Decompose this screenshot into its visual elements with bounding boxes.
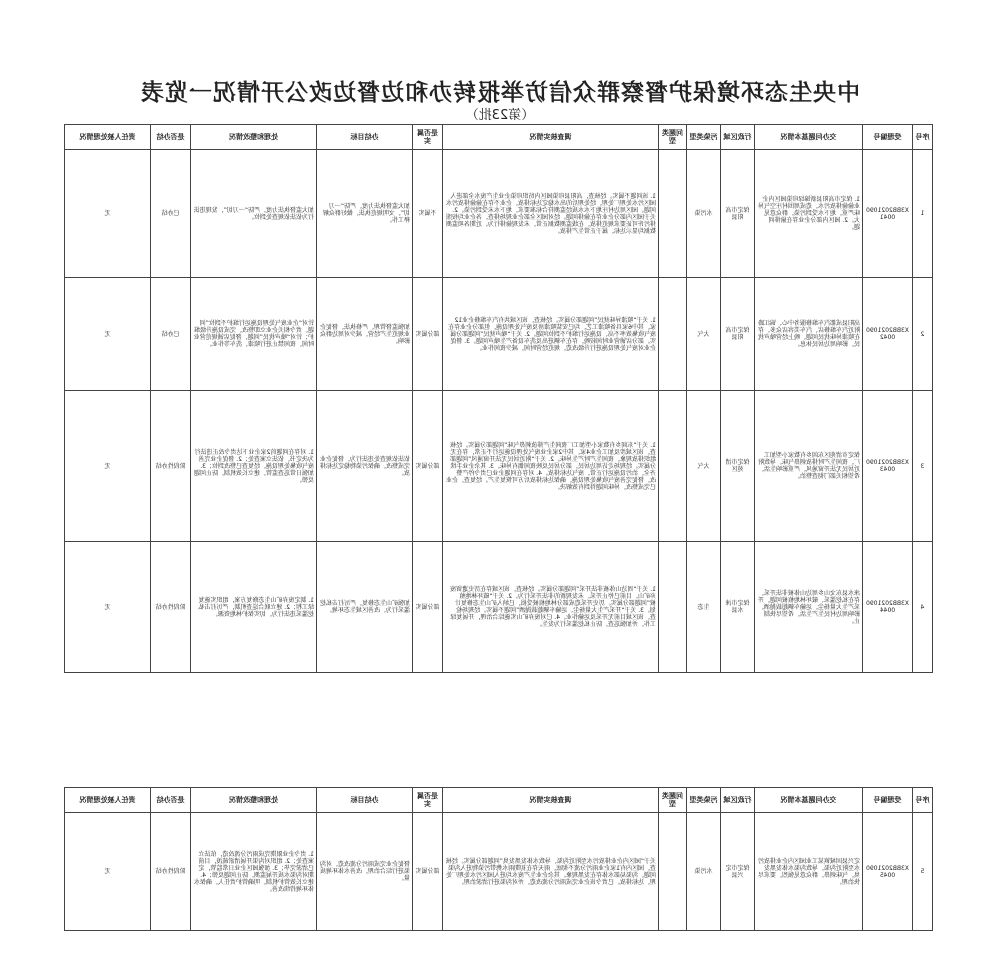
table-row <box>65 391 933 542</box>
cell-target: 加大监督执法力度，严防“一刀切”，文明规范执法，做好群众解释工作。 <box>317 150 413 278</box>
cell-verify: 1. 关于“周边山体被非法开采”问题部分属实。经核查，该区域存在历史遗留废弃矿山，目前已停止开采，未发现新的非法开采行为。2. 关于“破坏林地植被”问题部分属实。历史开采造成部分林地植被受损，已纳入矿山生态修复计划。3. 关于“开采产生大量扬尘、运输车辆超载抛洒”问题不属实。经现场检查，该区域目前无开采及运输作业。4. 已对废弃矿山实施综合治理，开展复绿工作，并加强巡查，防止私挖滥采行为发生。 <box>443 542 659 673</box>
main-table <box>64 124 933 673</box>
cell-code: X3BB20210900041 <box>863 150 913 278</box>
cell-done: 阶段性办结 <box>151 813 191 931</box>
table-header-row <box>65 125 933 150</box>
cell-real: 不属实 <box>413 150 443 278</box>
table-row <box>65 278 933 391</box>
cell-handle: 1. 制定废弃矿山生态修复方案，组织实施复绿工程；2. 建立联合巡查机制，严厉打击私挖滥采违法行为，切实保护林地资源。 <box>191 542 317 673</box>
cell-handle: 针对“企业废气处理设施运行维护不到位”问题，责令相关企业立即整改，完成设施升级维护；针对“噪声扰民”问题，督促店铺规范营业时间，夜间禁止进行喷漆、洗车等作业。 <box>191 278 317 391</box>
cell-region: 保定市定兴县 <box>721 813 755 931</box>
header-real: 是否属实 <box>413 125 443 150</box>
header-real: 是否属实 <box>413 788 443 813</box>
cell-resp: 无 <box>65 391 151 542</box>
cell-done: 已办结 <box>151 150 191 278</box>
cell-verify: 关于“园区内企业排放污水至附近沟渠，导致水体发黑发臭”问题部分属实。经核查，园区内有1家企业雨污分流不彻底，雨天存在初期雨水携带污染物进入沟渠问题，沟渠局部水体存在发黑现象。其余企业生产废水均进入园区污水处理厂处理，达标排放。已责令该企业完成雨污分流改造，并对沟渠进行清淤治理。 <box>443 813 659 931</box>
cell-real: 部分属实 <box>413 542 443 673</box>
header-resp: 责任人被处理情况 <box>65 788 151 813</box>
cell-basic: 保定市清苑区东闾乡有数家小型加工厂，夜间生产时排放刺鼻气味，导致附近居民无法开窗通风，严重影响生活，希望相关部门彻查整治。 <box>755 391 863 542</box>
cell-code: X3BB20210900044 <box>863 542 913 673</box>
cell-no: 2 <box>913 278 933 391</box>
header-region: 行政区域 <box>721 125 755 150</box>
cell-ptype: 水污染 <box>687 150 721 278</box>
cell-region: 保定市高阳县 <box>721 278 755 391</box>
cell-basic: 定兴县固城镇某工业园区内企业排放污水至附近沟渠，导致沟渠水体发黑发臭，气味刺鼻，群众意见强烈，要求尽快治理。 <box>755 813 863 931</box>
cell-handle: 加大监督执法力度，严防“一刀切”，发现违法行为依法依规查处到位。 <box>191 150 317 278</box>
header-no: 序号 <box>913 788 933 813</box>
cell-real: 部分属实 <box>413 391 443 542</box>
cell-ptype: 大气 <box>687 278 721 391</box>
table-row <box>65 150 933 278</box>
cell-ptype: 生态 <box>687 542 721 673</box>
cell-ptype2 <box>659 813 687 931</box>
cell-basic: 1. 保定市高阳县新锦绿印染园区内企业偷偷排放污水，造成周围村庄空气异味严重，地下水受到污染，群众意见大。2. 园区内部分企业存在偷排问题。 <box>755 150 863 278</box>
header-ptype: 污染类型 <box>687 788 721 813</box>
table-row <box>65 813 933 931</box>
table-header-row <box>65 788 933 813</box>
header-region: 行政区域 <box>721 788 755 813</box>
cell-ptype2 <box>659 150 687 278</box>
cell-ptype: 水污染 <box>687 813 721 931</box>
header-verify: 调查核实情况 <box>443 125 659 150</box>
cell-basic: 涞水县东文山乡周边山体被非法开采，存在私挖滥采、破坏林地植被问题，开采产生大量扬尘，运输车辆超载抛洒，影响周边村民生产生活，希望尽快制止。 <box>755 542 863 673</box>
cell-real: 部分属实 <box>413 278 443 391</box>
header-ptype2: 问题类型 <box>659 125 687 150</box>
table-row <box>65 542 933 673</box>
cell-handle: 1. 对存在问题的2家企业下达责令改正违法行为决定书，依法立案查处；2. 督促企业完善废气收集处理设施，经复查已整改到位；3. 加强日常巡查监管，建立长效机制，防止问题反弹。 <box>191 391 317 542</box>
cell-code: X3BB20210900045 <box>863 813 913 931</box>
header-code: 受理编号 <box>863 125 913 150</box>
cell-ptype2 <box>659 391 687 542</box>
cell-target: 督促企业完成雨污分流改造，对沟渠进行综合治理，改善水体环境质量。 <box>317 813 413 931</box>
cell-region: 保定市高阳县 <box>721 150 755 278</box>
header-no: 序号 <box>913 125 933 150</box>
cell-done: 已办结 <box>151 278 191 391</box>
header-code: 受理编号 <box>863 788 913 813</box>
cell-code: X3BB20210900042 <box>863 278 913 391</box>
cell-code: X3BB20210900043 <box>863 391 913 542</box>
page-title: 中央生态环境保护督察群众信访举报转办和边督边改公开情况一览表 <box>140 80 860 106</box>
cell-no: 1 <box>913 150 933 278</box>
page-subtitle: （第23批） <box>465 108 535 123</box>
cell-ptype2 <box>659 278 687 391</box>
cell-resp: 无 <box>65 813 151 931</box>
header-handle: 处理和整改情况 <box>191 788 317 813</box>
cell-resp: 无 <box>65 150 151 278</box>
cell-no: 4 <box>913 542 933 673</box>
cell-resp: 无 <box>65 278 151 391</box>
header-ptype2: 问题类型 <box>659 788 687 813</box>
continuation-table <box>64 787 933 931</box>
header-basic: 交办问题基本情况 <box>755 125 863 150</box>
cell-target: 加强矿山生态修复，严厉打击私挖滥采行为，改善区域生态环境。 <box>317 542 413 673</box>
cell-verify: 1. 关于“喷漆异味扰民”问题部分属实。经核查，该区域共有汽车维修企业12家，其中6家具备喷漆工艺，均已安装喷漆房及废气处理设施，但部分企业存在废气收集效率不高、设施运行维护不到位问题。2. 关于“噪声扰民”问题部分属实。部分店铺营业时间较晚，存在车辆进出及洗车设备产生噪声问题。3. 督促企业对废气处理设施进行升级改造，规范经营时间，减少夜间作业。 <box>443 278 659 391</box>
header-ptype: 污染类型 <box>687 125 721 150</box>
cell-ptype: 大气 <box>687 391 721 542</box>
cell-target: 依法依规查处违法行为，督促企业完成整改，确保污染物稳定达标排放。 <box>317 391 413 542</box>
header-verify: 调查核实情况 <box>443 788 659 813</box>
header-target: 办结目标 <box>317 788 413 813</box>
header-target: 办结目标 <box>317 125 413 150</box>
cell-resp: 无 <box>65 542 151 673</box>
header-handle: 处理和整改情况 <box>191 125 317 150</box>
header-resp: 责任人被处理情况 <box>65 125 151 150</box>
cell-ptype2 <box>659 542 687 673</box>
cell-no: 5 <box>913 813 933 931</box>
cell-verify: 1. 关于“东闾乡有数家小型加工厂夜间生产排放刺鼻气味”问题部分属实。经核查，该区域涉及加工企业4家，其中2家企业废气处理设施运行不正常，存在无组织排放现象，夜间生产时产生异味。2. 关于“附近居民无法开窗通风”问题部分属实。经现场走访周边居民，部分居民反映夜间偶有异味。3. 其余企业手续齐全，治污设施运行正常，废气达标排放。4. 对存在问题企业已责令停产整改，督促完善废气收集处理设施，确保达标排放后方可恢复生产。经复查，企业已完成整改，异味问题得到有效解决。 <box>443 391 659 542</box>
cell-verify: 1. 该问题不属实。经核查，高阳县印染园区内纺织印染企业生产废水全部进入园区污水处理厂处理，经处理后的出水稳定达标排放，企业不存在偷偷排放污水问题。园区周边村庄地下水水质经监测符合标准要求，地下水未受到污染。2. 关于园区内部分企业存在偷排问题。经对园区全部企业现场排查，各企业均按照排污许可证要求规范排放，在线监测数据正常，未发现偷排行为。近期各项监测数据均显示达标，属于正常生产排放。 <box>443 150 659 278</box>
cell-real: 部分属实 <box>413 813 443 931</box>
cell-region: 保定市清苑区 <box>721 391 755 542</box>
cell-no: 3 <box>913 391 933 542</box>
cell-done: 阶段性办结 <box>151 391 191 542</box>
cell-handle: 1. 责令企业限期完成雨污分流改造，依法立案查处；2. 组织对沟渠开展清淤疏浚，目前已清淤完毕；3. 加强园区企业日常监管，定期对沟渠水质开展监测，防止问题反弹；4. 建立长效管护机制，明确管护责任人，确保水体环境持续改善。 <box>191 813 317 931</box>
header-done: 是否办结 <box>151 125 191 150</box>
cell-region: 保定市涞水县 <box>721 542 755 673</box>
cell-done: 阶段性办结 <box>151 542 191 673</box>
header-done: 是否办结 <box>151 788 191 813</box>
cell-target: 加强监督管理，严格执法，督促企业规范生产经营，减少对周边群众影响。 <box>317 278 413 391</box>
header-basic: 交办问题基本情况 <box>755 788 863 813</box>
cell-basic: 高阳县成都汽车维修服务中心、锦江路附近汽车维修店、汽车美容店众多，存在喷漆异味扰民问题，晚上经营噪声扰民，影响周边居民休息。 <box>755 278 863 391</box>
